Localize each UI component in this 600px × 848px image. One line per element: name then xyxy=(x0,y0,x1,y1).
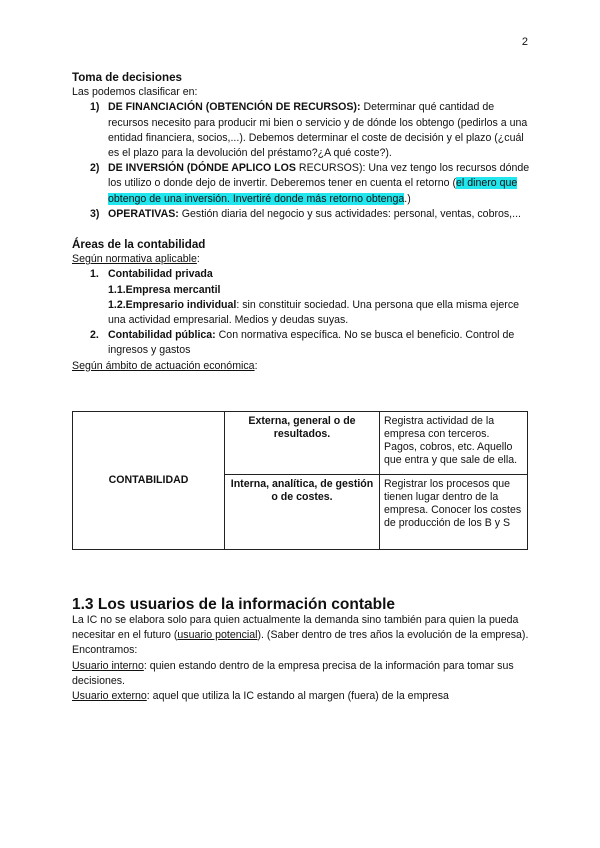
table-cell-type: Externa, general o de resultados. xyxy=(225,412,380,475)
table-label: CONTABILIDAD xyxy=(73,412,225,550)
usuarios-paragraph: La IC no se elabora solo para quien actualmente la demanda sino también para quien la pueda necesitar en el futuro (usuario potencial). (Saber dentro de tres años la evolución de la empresa). Encontramos: xyxy=(72,614,529,657)
item-text: Determinar qué cantidad de recursos necesito para producir mi bien o servicio y de dónde los obtengo (pedirlos a una entidad financiera, socios,...). Debemos determinar el coste de decisión y el plazo (¿cuál es el plazo para la devolución del préstamo?¿A qué coste?). xyxy=(108,101,528,160)
areas-title: Áreas de la contabilidad xyxy=(72,238,206,252)
page-number: 2 xyxy=(521,36,528,48)
decision-list xyxy=(72,100,530,222)
item-text: Con normativa específica. No se busca el beneficio. Control de ingresos y gastos xyxy=(108,329,515,357)
item-bold: Contabilidad privada xyxy=(108,268,213,281)
table-row xyxy=(73,412,528,475)
table-cell-type: Interna, analítica, de gestión o de costes. xyxy=(225,475,380,550)
list-item xyxy=(72,161,530,207)
sub-item-text: : sin constituir sociedad. Una persona que ella misma ejerce una actividad empresarial. Medios y deudas suyas. xyxy=(108,298,520,327)
item-bold: Contabilidad pública: xyxy=(108,329,216,342)
ambito-label: Según ámbito de actuación económica: xyxy=(72,359,258,372)
sub-item-title: 1.2.Empresario individual xyxy=(108,298,237,311)
item-text: RECURSOS): Una vez tengo los recursos dónde los utilizo o donde dejo de invertir. Deberemos tener en cuenta el retorno ( xyxy=(108,162,530,190)
toma-title: Toma de decisiones xyxy=(72,71,182,84)
item-number: 3) xyxy=(90,207,100,220)
list-item xyxy=(72,207,530,222)
toma-intro: Las podemos clasificar en: xyxy=(72,86,198,99)
usuario-interno: Usuario interno: quien estando dentro de la empresa precisa de la información para tomar sus decisiones. xyxy=(72,659,514,687)
item-text: Gestión diaria del negocio y sus actividades: personal, ventas, cobros,... xyxy=(178,207,521,220)
item-bold: DE INVERSIÓN (DÓNDE APLICO LOS xyxy=(108,162,296,175)
usuarios-title: 1.3 Los usuarios de la información contable xyxy=(72,596,395,613)
sub-item-title: 1.1.Empresa mercantil xyxy=(108,283,221,296)
highlighted-text: el dinero que obtengo de una inversión. Invertiré donde más retorno obtenga xyxy=(108,177,518,205)
normativa-label: Según normativa aplicable: xyxy=(72,253,200,266)
table-cell-desc: Registrar los procesos que tienen lugar dentro de la empresa. Conocer los costes de producción de los B y S xyxy=(380,475,528,550)
list-item xyxy=(72,328,530,358)
usuario-externo: Usuario externo: aquel que utiliza la IC estando al margen (fuera) de la empresa xyxy=(72,690,449,703)
contabilidad-table xyxy=(72,411,528,550)
item-number: 2. xyxy=(90,329,99,342)
item-text-after: .) xyxy=(404,192,411,205)
usuarios-content xyxy=(72,613,530,704)
list-item xyxy=(72,100,530,161)
item-bold: DE FINANCIACIÓN (OBTENCIÓN DE RECURSOS): xyxy=(108,101,361,114)
table-cell-desc: Registra actividad de la empresa con terceros. Pagos, cobros, etc. Aquello que entra y que sale de ella. xyxy=(380,412,528,475)
main-content xyxy=(72,70,530,374)
item-number: 1. xyxy=(90,268,99,281)
item-number: 1) xyxy=(90,101,100,114)
item-bold: OPERATIVAS: xyxy=(108,207,179,220)
item-number: 2) xyxy=(90,162,100,175)
list-item xyxy=(72,267,530,328)
areas-list xyxy=(72,267,530,358)
